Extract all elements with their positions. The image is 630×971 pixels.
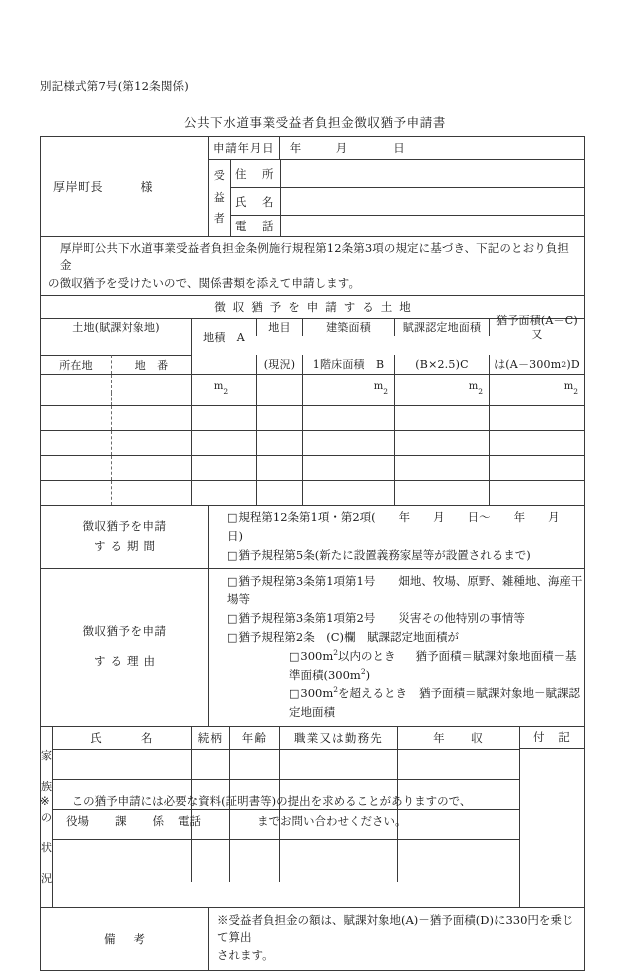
family-name-cell[interactable] <box>53 750 191 779</box>
area-header: 地積 A <box>191 319 256 355</box>
remarks-line-2: されます。 <box>217 948 274 963</box>
reason-label <box>41 569 208 726</box>
area-cell[interactable] <box>191 481 256 505</box>
statement-paragraph <box>41 236 584 295</box>
beneficiary-label <box>209 160 230 236</box>
family-header-income: 年 収 <box>397 727 519 749</box>
area-cell[interactable] <box>191 431 256 455</box>
period-label-line2: する期間 <box>94 539 160 554</box>
remarks-line-1: ※受益者負担金の額は、賦課対象地(A)－猶予面積(D)に330円を乗じて算出 <box>217 912 574 945</box>
building-cell[interactable] <box>302 456 394 480</box>
use-cell[interactable] <box>256 406 302 430</box>
family-age-cell[interactable] <box>229 750 279 779</box>
building-header-line1: 建築面積 <box>302 319 394 336</box>
phone-row <box>231 216 584 236</box>
use-cell[interactable] <box>256 456 302 480</box>
checkbox-icon[interactable]: □ <box>289 649 300 663</box>
certified-cell[interactable] <box>394 456 489 480</box>
land-table-row[interactable] <box>41 430 584 455</box>
family-income-cell[interactable] <box>397 840 519 882</box>
statement-line-2: の徴収猶予を受けたいので、関係書類を添えて申請します。 <box>48 275 361 290</box>
footnote-office: 役場 <box>66 814 89 828</box>
form-code: 別記様式第7号(第12条関係) <box>40 79 189 93</box>
family-job-cell[interactable] <box>279 840 397 882</box>
building-cell[interactable] <box>302 431 394 455</box>
family-age-cell[interactable] <box>229 840 279 882</box>
reason-sub-option-1[interactable] <box>227 647 584 684</box>
defer-cell[interactable] <box>489 456 584 480</box>
footnote-subsection[interactable]: 係 <box>152 814 164 828</box>
defer-unit: m 2 <box>489 375 584 393</box>
lot-number-unit <box>111 375 191 393</box>
footnote-section[interactable]: 課 <box>115 814 127 828</box>
family-table-row[interactable] <box>53 840 519 882</box>
name-input[interactable] <box>280 188 584 215</box>
reason-option-1-label: 猶予規程第3条第1項第1号 畑地、牧場、原野、雑種地、海産干場等 <box>227 573 583 607</box>
reason-option-2-label: 猶予規程第3条第1項第2号 災害その他特別の事情等 <box>238 611 525 626</box>
beneficiary-fields <box>230 160 584 236</box>
reason-sub-option-1-condition: $300m^2$以内のとき <box>300 647 396 663</box>
application-date-value[interactable]: 年 月 日 <box>279 137 584 159</box>
building-unit: m 2 <box>302 375 394 393</box>
defer-cell[interactable] <box>489 406 584 430</box>
area-cell[interactable] <box>191 393 256 405</box>
address-input[interactable] <box>280 160 584 187</box>
reason-sub-option-1-formula: 猶予面積＝賦課対象地面積－基準面積$(300m^2)$ <box>289 648 577 682</box>
period-section <box>41 505 584 567</box>
use-cell[interactable] <box>256 393 302 405</box>
certified-unit: m 2 <box>394 375 489 393</box>
building-cell[interactable] <box>302 393 394 405</box>
applicant-meta <box>208 137 584 236</box>
lot-number-cell[interactable] <box>111 406 191 430</box>
family-table-row[interactable] <box>53 750 519 780</box>
reason-label-line2: する理由 <box>94 654 160 669</box>
lot-number-cell[interactable] <box>111 456 191 480</box>
application-date-row <box>209 137 584 160</box>
family-label-char-4: 状 <box>41 841 52 855</box>
footnote-1-text: この猶予申請には必要な資料(証明書等)の提出を求めることがありますので、 <box>71 794 472 808</box>
certified-cell[interactable] <box>394 481 489 505</box>
checkbox-icon[interactable]: □ <box>227 511 238 525</box>
reason-option-1[interactable] <box>227 572 584 609</box>
footnote-line-2 <box>40 812 626 830</box>
certified-cell[interactable] <box>394 393 489 405</box>
checkbox-icon[interactable]: □ <box>289 687 300 701</box>
family-label-char-2: 族 <box>41 779 52 793</box>
reason-sub-option-2-formula: 猶予面積＝賦課対象地－賦課認定地面積 <box>289 686 581 719</box>
land-table-row[interactable] <box>41 393 584 405</box>
area-cell[interactable] <box>191 406 256 430</box>
family-relation-cell[interactable] <box>191 750 229 779</box>
lot-number-cell[interactable] <box>111 431 191 455</box>
use-cell[interactable] <box>256 481 302 505</box>
area-cell[interactable] <box>191 456 256 480</box>
building-cell[interactable] <box>302 406 394 430</box>
land-table-unit-row <box>41 374 584 397</box>
checkbox-icon[interactable]: □ <box>227 612 238 626</box>
reason-option-3-label: 猶予規程第2条 (C)欄 賦課認定地面積が <box>238 629 459 644</box>
checkbox-icon[interactable]: □ <box>227 548 238 562</box>
beneficiary-char-1: 受 <box>213 169 225 183</box>
reason-option-2[interactable] <box>227 609 584 628</box>
family-name-cell[interactable] <box>53 840 191 882</box>
header-block <box>41 137 584 236</box>
note-mark-icon: ※ <box>40 794 50 808</box>
period-option-2[interactable] <box>227 546 584 565</box>
location-cell[interactable] <box>41 431 111 455</box>
addressee: 厚岸町長 様 <box>53 180 154 194</box>
certified-cell[interactable] <box>394 406 489 430</box>
family-income-cell[interactable] <box>397 750 519 779</box>
defer-header-line2: は(A－300m 2 )D <box>489 355 584 374</box>
period-option-1[interactable] <box>227 508 584 545</box>
family-header-age: 年齢 <box>229 727 279 749</box>
remarks-body <box>208 908 584 970</box>
defer-header-line1: 猶予面積(A－C)又 <box>489 319 584 336</box>
reason-option-3[interactable] <box>227 628 584 647</box>
land-table-row[interactable] <box>41 455 584 480</box>
period-option-1-label: 規程第12条第1項・第2項( 年 月 日～ 年 月 日) <box>227 510 583 544</box>
family-relation-cell[interactable] <box>191 840 229 882</box>
use-unit <box>256 375 302 393</box>
page-title: 公共下水道事業受益者負担金徴収猶予申請書 <box>183 115 446 130</box>
checkbox-icon[interactable]: □ <box>227 574 238 588</box>
remarks-section <box>41 907 584 970</box>
location-cell[interactable] <box>41 393 111 405</box>
beneficiary-char-2: 益 <box>213 190 225 204</box>
beneficiary-char-3: 者 <box>213 211 225 225</box>
use-cell[interactable] <box>256 431 302 455</box>
family-header-note: 付 記 <box>520 727 584 749</box>
family-label-char-1: 家 <box>41 749 52 763</box>
address-label: 住 所 <box>234 166 276 181</box>
defer-cell[interactable] <box>489 481 584 505</box>
reason-options <box>208 569 584 726</box>
family-job-cell[interactable] <box>279 750 397 779</box>
defer-cell[interactable] <box>489 431 584 455</box>
land-group-header: 土地(賦課対象地) <box>72 321 160 335</box>
main-form-table <box>40 136 585 971</box>
land-section-banner: 徴収猶予を申請する土地 <box>41 295 584 318</box>
certified-header-line2: (B×2.5)C <box>394 355 489 374</box>
land-table-header-top <box>41 314 584 355</box>
land-table-row[interactable] <box>41 480 584 505</box>
reason-section <box>41 568 584 726</box>
phone-input[interactable] <box>280 216 584 236</box>
period-options <box>208 506 584 567</box>
application-date-label: 申請年月日 <box>212 141 275 155</box>
family-header-row <box>53 727 519 750</box>
beneficiary-row <box>209 160 584 236</box>
lot-number-cell[interactable] <box>111 393 191 405</box>
remarks-label: 備考 <box>104 931 163 946</box>
lot-number-cell[interactable] <box>111 481 191 505</box>
period-label <box>41 506 208 567</box>
area-header-spacer <box>191 355 256 374</box>
address-row <box>231 160 584 188</box>
building-header-line2: 1階床面積 B <box>302 355 394 374</box>
reason-sub-option-2-condition: $300m^2$を超えるとき <box>300 685 408 701</box>
period-option-2-label: 猶予規程第5条(新たに設置義務家屋等が設置されるまで) <box>238 547 531 562</box>
land-table-header-bottom <box>41 355 584 374</box>
location-cell[interactable] <box>41 481 111 505</box>
name-label: 氏 名 <box>234 194 276 209</box>
footnote-line-1 <box>40 792 600 810</box>
land-table-row[interactable] <box>41 405 584 430</box>
footnote-phone-label: 電話 <box>178 814 201 828</box>
family-label-char-5: 況 <box>41 871 52 885</box>
family-header-name: 氏 名 <box>90 730 154 745</box>
statement-line-1: 厚岸町公共下水道事業受益者負担金条例施行規程第12条第3項の規定に基づき、下記のとおり負担金 <box>60 241 569 273</box>
family-header-job: 職業又は勤務先 <box>279 727 397 749</box>
family-label-char-3: の <box>41 810 52 824</box>
lot-number-header: 地 番 <box>111 355 191 374</box>
defer-cell[interactable] <box>489 393 584 405</box>
footnote-tail: までお問い合わせください。 <box>257 814 407 828</box>
reason-sub-option-2[interactable] <box>227 684 584 721</box>
certified-header-line1: 賦課認定地面積 <box>394 319 489 336</box>
building-cell[interactable] <box>302 481 394 505</box>
reason-label-line1: 徴収猶予を申請 <box>82 624 167 639</box>
location-cell[interactable] <box>41 456 111 480</box>
checkbox-icon[interactable]: □ <box>227 630 238 644</box>
family-header-relation: 続柄 <box>191 727 229 749</box>
location-unit <box>41 375 111 393</box>
phone-label: 電 話 <box>234 219 276 233</box>
area-unit: m 2 <box>191 375 256 393</box>
location-header: 所在地 <box>41 355 111 374</box>
location-cell[interactable] <box>41 406 111 430</box>
use-header-line2: (現況) <box>256 355 302 374</box>
use-header-line1: 地目 <box>256 319 302 336</box>
period-label-line1: 徴収猶予を申請 <box>82 519 167 534</box>
name-row <box>231 188 584 216</box>
certified-cell[interactable] <box>394 431 489 455</box>
